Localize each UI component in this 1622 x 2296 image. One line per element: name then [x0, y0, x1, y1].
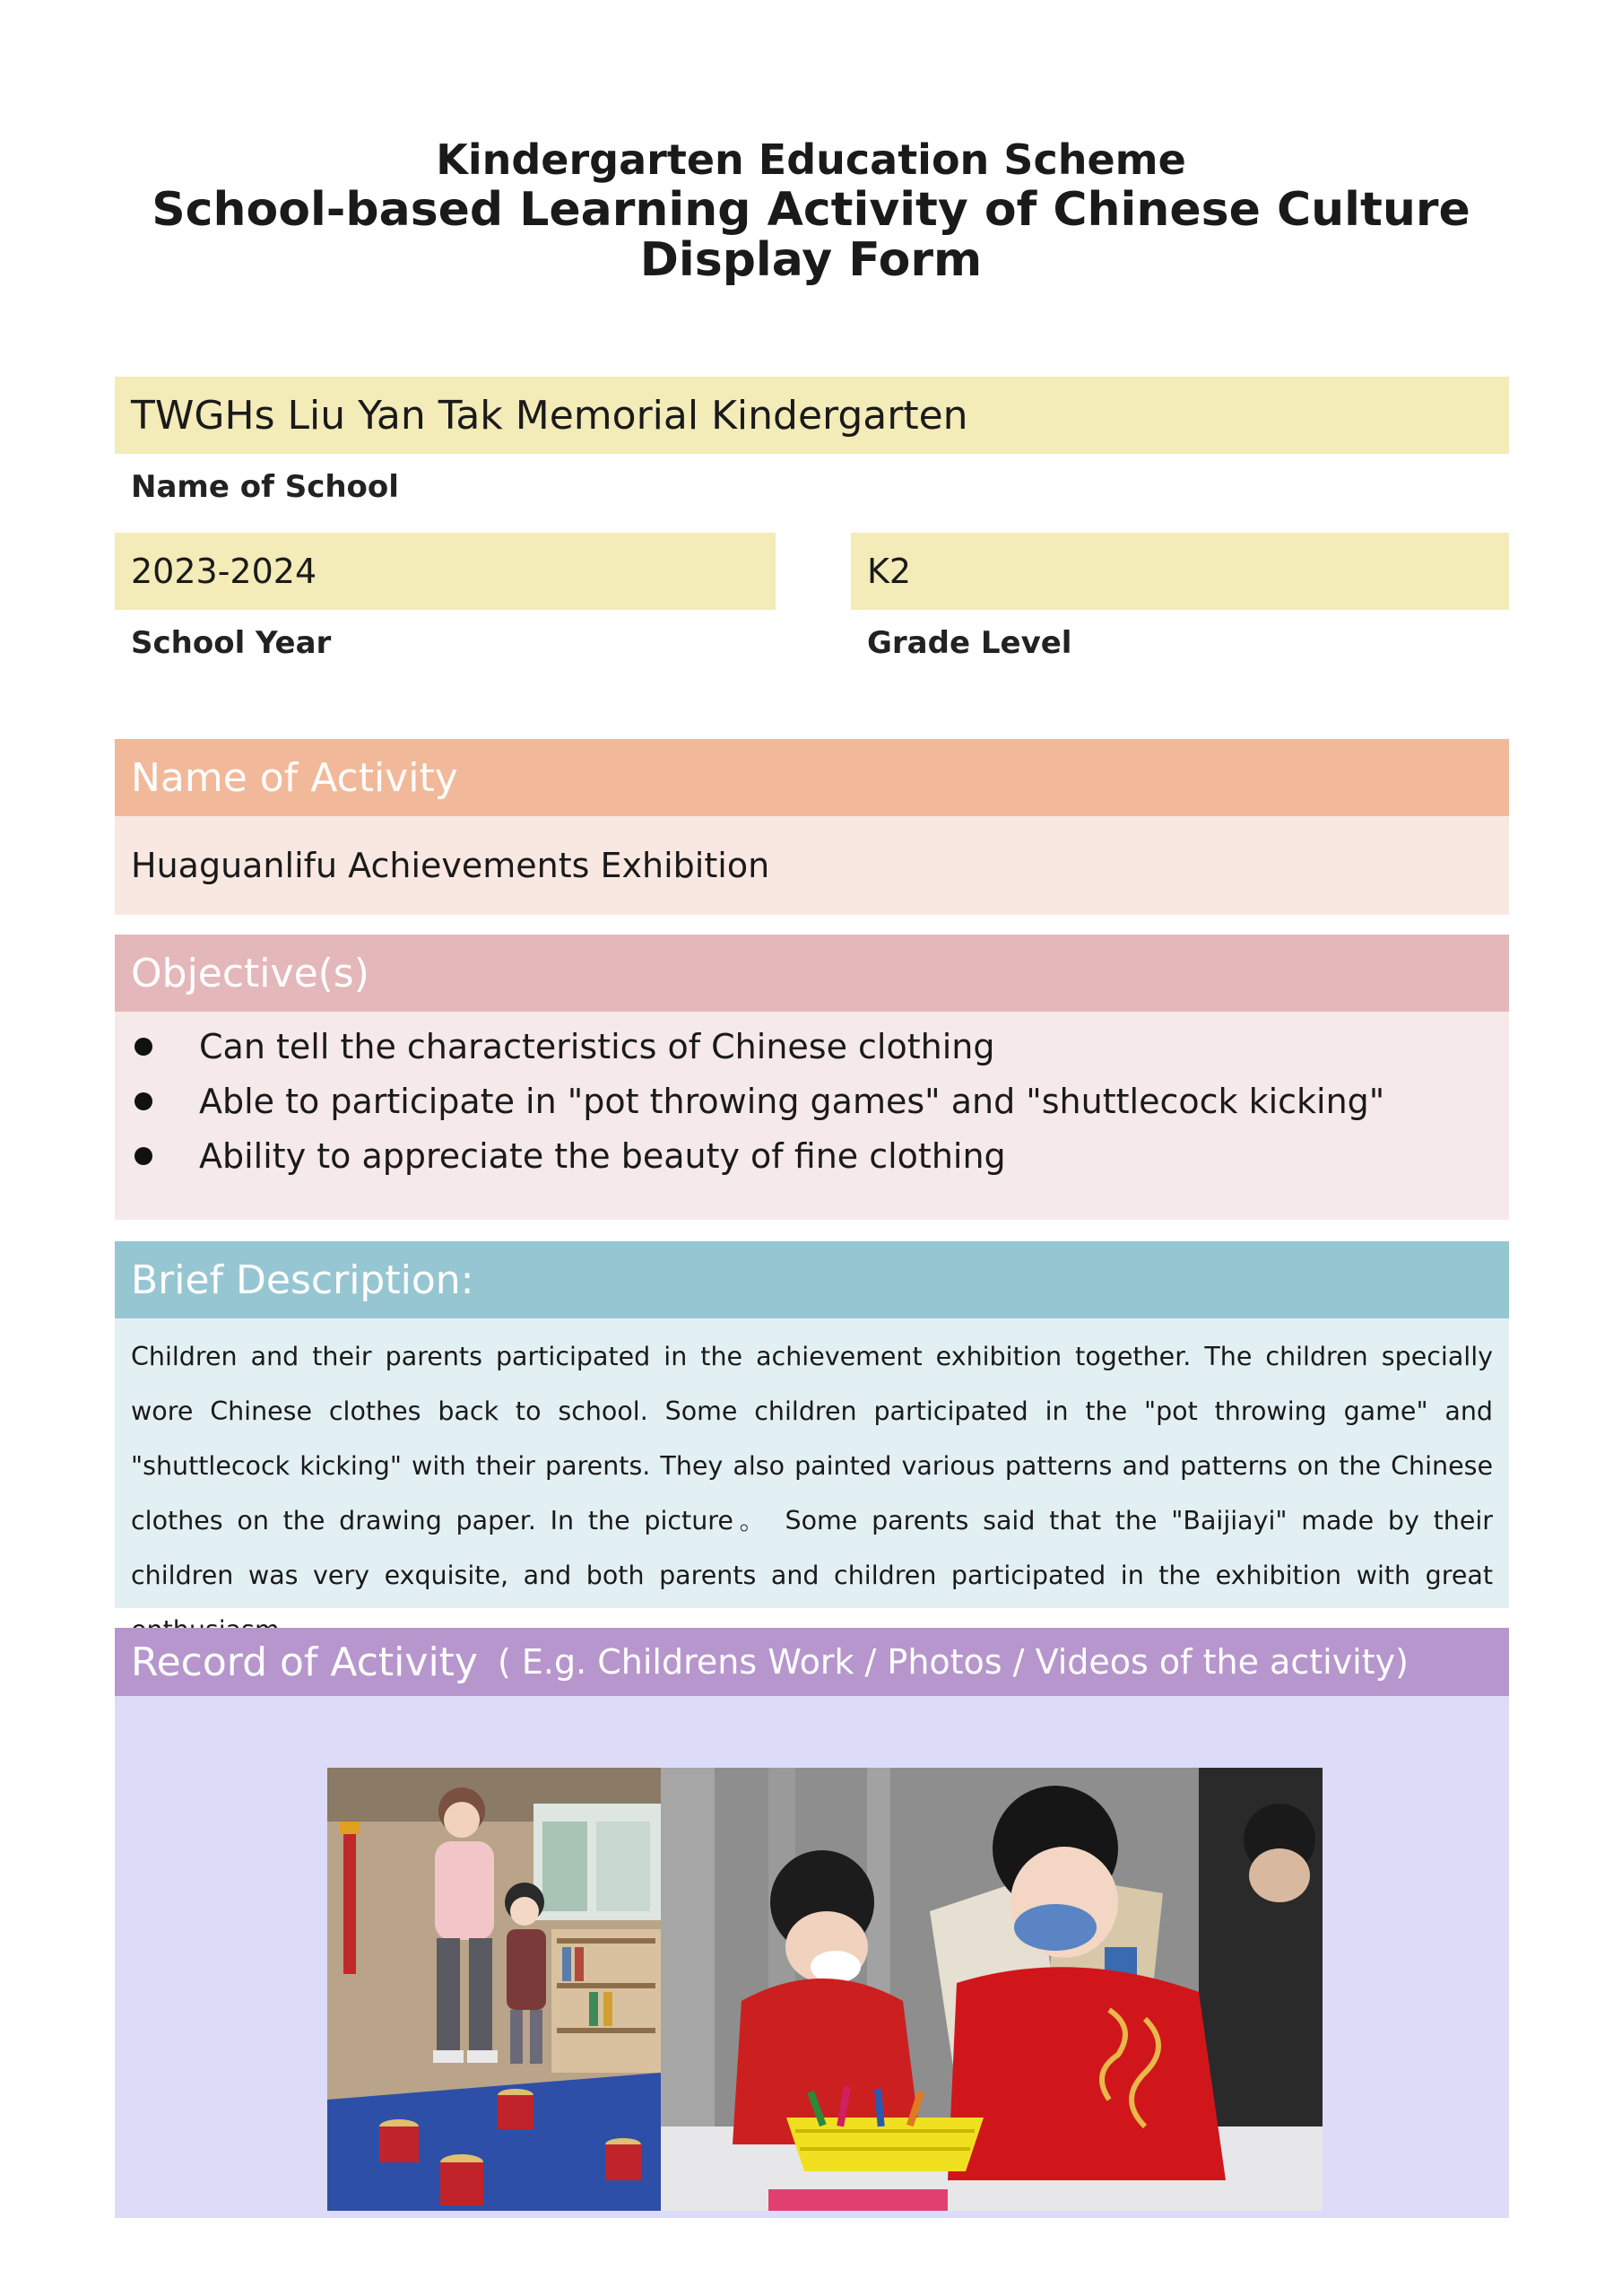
- objective-item: [115, 1074, 1509, 1128]
- objectives-list: [115, 1012, 1509, 1220]
- school-year-field: 2023-2024: [115, 533, 776, 610]
- grade-level-label: Grade Level: [867, 625, 1072, 661]
- bullet-icon: [134, 1038, 152, 1056]
- objectives-heading: Objective(s): [115, 935, 1509, 1012]
- school-name-field: TWGHs Liu Yan Tak Memorial Kindergarten: [115, 377, 1509, 454]
- objective-item: [115, 1019, 1509, 1074]
- title-line-1: Kindergarten Education Scheme: [436, 135, 1186, 184]
- record-heading: [115, 1628, 1509, 1696]
- activity-heading: Name of Activity: [115, 739, 1509, 816]
- activity-photo-pot-throwing: [327, 1768, 661, 2211]
- title-line-2: School-based Learning Activity of Chinese Culture: [152, 183, 1470, 237]
- objective-text: Ability to appreciate the beauty of fine clothing: [199, 1135, 1006, 1176]
- objective-item: [115, 1128, 1509, 1183]
- record-heading-title: Record of Activity: [131, 1639, 478, 1685]
- bullet-icon: [134, 1092, 152, 1110]
- title-line-3: Display Form: [639, 233, 983, 287]
- school-name-label: Name of School: [131, 469, 399, 505]
- school-year-label: School Year: [131, 625, 332, 661]
- bullet-icon: [134, 1147, 152, 1165]
- record-heading-hint: ( E.g. Childrens Work / Photos / Videos of the activity): [497, 1642, 1409, 1682]
- objective-text: Can tell the characteristics of Chinese clothing: [199, 1026, 995, 1066]
- description-text: Children and their parents participated in the achievement exhibition together. The children specially wore Chinese clothes back to school. Some children participated in the "pot throwing game" and "shuttlecock kicking" with their parents. They also painted various patterns and patterns on the Chinese clothes on the drawing paper. In the picture。 Some parents said that the "Baijiayi" made by their children was very exquisite, and both parents and children participated in the exhibition with great: [115, 1318, 1509, 1608]
- grade-level-field: K2: [851, 533, 1509, 610]
- form-title: [0, 135, 1622, 285]
- description-heading: Brief Description:: [115, 1241, 1509, 1318]
- activity-name: Huaguanlifu Achievements Exhibition: [115, 816, 1509, 915]
- activity-photo-drawing: [661, 1768, 1323, 2211]
- objective-text: Able to participate in "pot throwing games" and "shuttlecock kicking": [199, 1081, 1385, 1121]
